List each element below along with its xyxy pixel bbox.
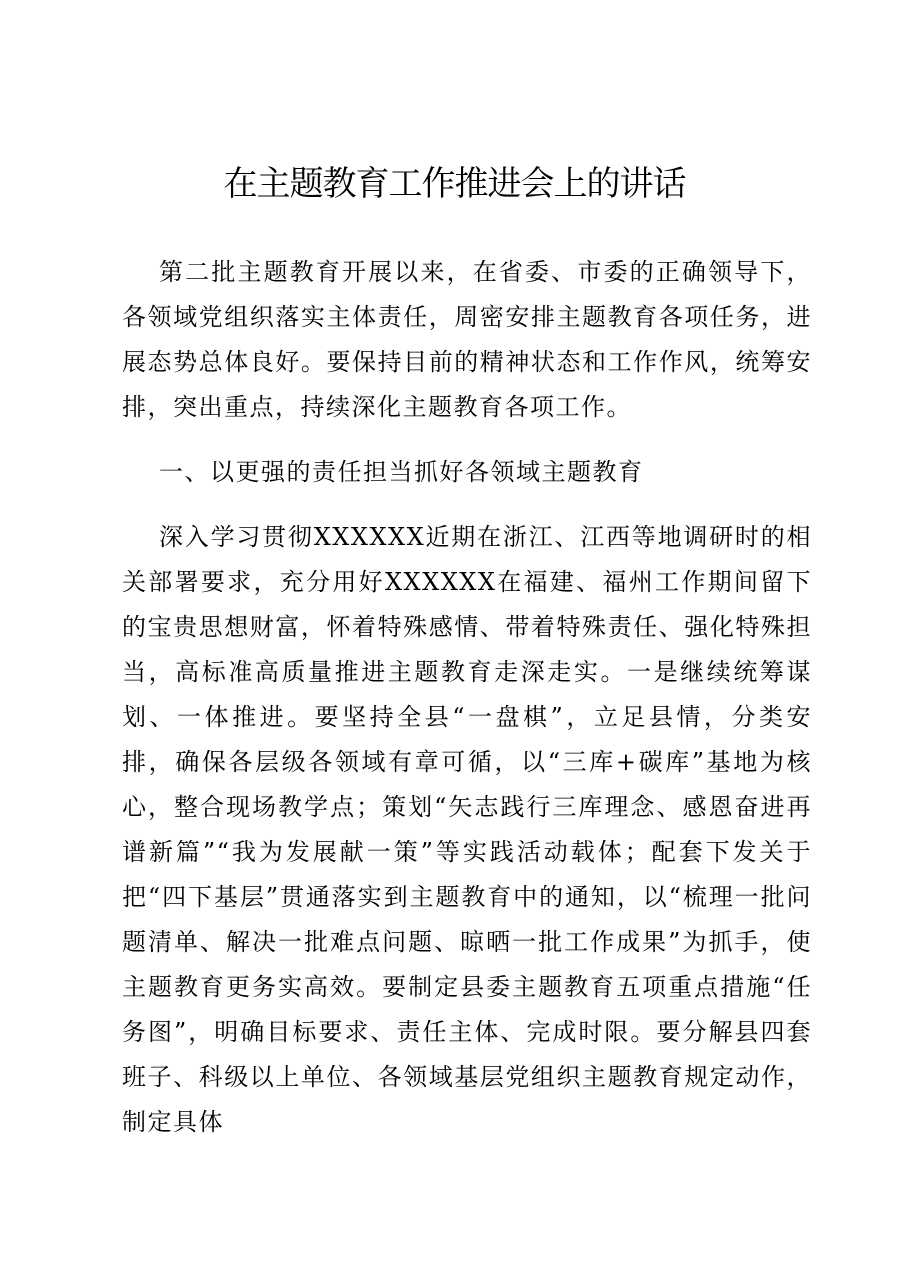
intro-paragraph: 第二批主题教育开展以来，在省委、市委的正确领导下，各领域党组织落实主体责任，周密安排主题教育各项任务，进展态势总体良好。要保持目前的精神状态和工作作风，统筹安排，突出重点，持续深化主题教育各项工作。 [122,258,812,421]
document-body [122,250,812,1165]
document-title: 在主题教育工作推进会上的讲话 [223,164,686,204]
section-paragraph: 深入学习贯彻XXXXXX近期在浙江、江西等地调研时的相关部署要求，充分用好XXXXXX在福建、福州工作期间留下的宝贵思想财富，怀着特殊感情、带着特殊责任、强化特殊担当，高标准高质量推进主题教育走深走实。一是继续统筹谋划、一体推进。要坚持全县“一盘棋”，立足县情，分类安排，确保各层级各领域有章可循，以“三库+碳库”基地为核心，整合现场教学点；策划“矢志践行三库理念、感恩奋进再谱新篇”“我为发展献一策”等实践活动载体；配套下发关于把“四下基层”贯通落实到主题教育中的通知，以“梳理一批问题清单、解决一批难点问题、晾晒一批工作成果”为抓手，使主题教育更务实高效。要制定县委主题教育五项重点措施“任务图”，明确目标要求、责任主体、完成时限。要分解县四套班子、科级以上单位、各领域基层党组织主题教育规定动作，制定具体 [122,523,812,1136]
section-heading: 一、以更强的责任担当抓好各领域主题教育 [159,458,644,486]
